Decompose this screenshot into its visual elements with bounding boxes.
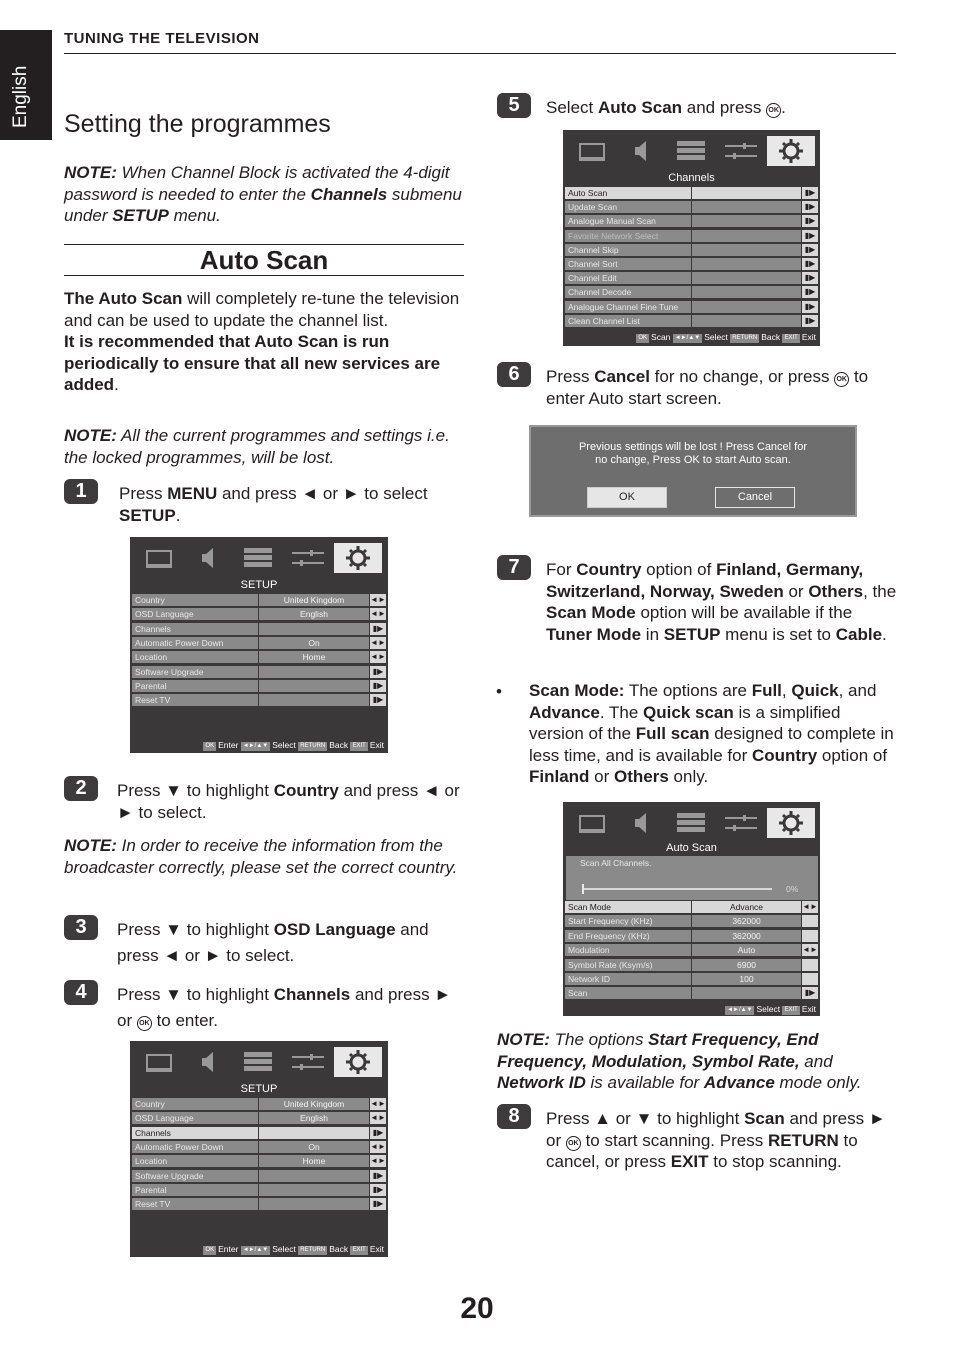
step-4-badge: 4	[64, 980, 98, 1005]
menu-row-label: Channel Edit	[565, 272, 691, 284]
menu-footer: ◄►/▲▼ Select EXIT Exit	[727, 1004, 816, 1014]
menu-row[interactable]	[132, 1098, 386, 1110]
menu-row-label: Clean Channel List	[565, 315, 691, 327]
left-right-arrows-icon: ◄►	[370, 637, 386, 647]
menu-row-label: Country	[132, 1098, 258, 1110]
step-5-text: Select Auto Scan and press OK .	[546, 98, 786, 117]
menu-footer: OK Scan ◄►/▲▼ Select RETURN Back EXIT Exit	[638, 332, 816, 342]
confirm-dialog	[529, 425, 857, 517]
menu-icon-bar	[130, 537, 388, 577]
step-8-text: Press ▲ or ▼ to highlight Scan and press ► or OK to start scanning. Press RETURN to cancel, or press EXIT to stop scanning.	[546, 1109, 886, 1171]
menu-row[interactable]	[565, 987, 818, 999]
note-country: NOTE: In order to receive the information from the broadcaster correctly, please set the correct country.	[64, 836, 458, 877]
menu-row-value	[259, 623, 369, 635]
menu-row[interactable]	[565, 944, 818, 956]
menu-row[interactable]	[565, 272, 818, 284]
menu-row[interactable]	[565, 959, 818, 971]
preferences-icon	[234, 543, 282, 573]
picture-icon	[134, 1047, 182, 1077]
menu-row-value: Auto	[692, 944, 801, 956]
intro-text: The Auto Scan will completely re-tune the television and can be used to update the channel list. It is recommended that Auto Scan is run periodically to ensure that all new services are added.	[64, 289, 460, 394]
menu-row-label: Software Upgrade	[132, 666, 258, 678]
scan-mode-bullet: Scan Mode: The options are Full, Quick, and Advance. The Quick scan is a simplified version of the Full scan designed to complete in less time, and is available for Country option of Finland or Others only.	[529, 681, 894, 786]
menu-row[interactable]	[132, 623, 386, 635]
menu-row-label: Favorite Network Select	[565, 230, 691, 242]
menu-icon-bar	[563, 130, 820, 170]
menu-row-label: Country	[132, 594, 258, 606]
menu-row-value	[692, 258, 801, 270]
menu-row-label: OSD Language	[132, 608, 258, 620]
menu-row[interactable]	[132, 1198, 386, 1210]
sound-icon	[617, 808, 665, 838]
menu-row-label: Channels	[132, 623, 258, 635]
menu-row-value: On	[259, 637, 369, 649]
menu-row-label: Modulation	[565, 944, 691, 956]
menu-row-label: Software Upgrade	[132, 1170, 258, 1182]
menu-row-value	[259, 1127, 369, 1139]
step-1-badge: 1	[64, 479, 98, 504]
menu-row-label: Reset TV	[132, 694, 258, 706]
note-advance-options: NOTE: The options Start Frequency, End Frequency, Modulation, Symbol Rate, and Network ID is available for Advance mode only.	[497, 1030, 862, 1092]
setup-menu-screen	[130, 537, 388, 753]
enter-arrow-icon: ▮▶	[802, 230, 818, 242]
enter-arrow-icon: ▮▶	[370, 1184, 386, 1196]
scan-progress-track	[582, 888, 772, 890]
note-channel-block: NOTE: When Channel Block is activated the 4-digit password is needed to enter the Channels submenu under SETUP menu.	[64, 163, 462, 225]
setup-gear-icon	[334, 543, 382, 573]
menu-row-value: Home	[259, 1155, 369, 1167]
adjust-icon	[717, 136, 765, 166]
step-6-text: Press Cancel for no change, or press OK to enter Auto start screen.	[546, 367, 869, 408]
menu-row-label: End Frequency (KHz)	[565, 930, 691, 942]
menu-row-value: 362000	[692, 930, 801, 942]
menu-row[interactable]	[132, 608, 386, 620]
menu-row-value	[692, 230, 801, 242]
menu-row-value	[259, 1170, 369, 1182]
enter-arrow-icon: ▮▶	[370, 623, 386, 635]
left-right-arrows-icon: ◄►	[802, 945, 818, 955]
adjust-icon	[717, 808, 765, 838]
dialog-cancel-button[interactable]: Cancel	[715, 487, 795, 508]
scan-progress-panel	[566, 856, 818, 900]
step-3-badge: 3	[64, 915, 98, 940]
enter-arrow-icon: ▮▶	[802, 258, 818, 270]
adjust-icon	[284, 1047, 332, 1077]
blank-arrow-cell	[802, 959, 818, 971]
menu-row-value	[259, 666, 369, 678]
enter-arrow-icon: ▮▶	[370, 666, 386, 678]
sound-icon	[184, 543, 232, 573]
menu-row-value: On	[259, 1141, 369, 1153]
menu-row-value: 100	[692, 973, 801, 985]
enter-arrow-icon: ▮▶	[802, 187, 818, 199]
step-4-text: Press ▼ to highlight Channels and press ► or OK to enter.	[117, 985, 452, 1030]
menu-title: SETUP	[240, 579, 278, 591]
menu-row-label: Symbol Rate (Ksym/s)	[565, 959, 691, 971]
left-right-arrows-icon: ◄►	[370, 652, 386, 662]
menu-row[interactable]	[565, 187, 818, 199]
menu-row-label: Reset TV	[132, 1198, 258, 1210]
enter-arrow-icon: ▮▶	[370, 680, 386, 692]
scan-progress-fill	[582, 884, 584, 894]
left-right-arrows-icon: ◄►	[802, 902, 818, 911]
preferences-icon	[667, 136, 715, 166]
step-7-badge: 7	[497, 555, 531, 580]
menu-footer: OK Enter ◄►/▲▼ Select RETURN Back EXIT Exit	[205, 740, 384, 750]
enter-arrow-icon: ▮▶	[370, 1170, 386, 1182]
enter-arrow-icon: ▮▶	[802, 987, 818, 999]
menu-row-label: OSD Language	[132, 1112, 258, 1124]
menu-row-label: Analogue Channel Fine Tune	[565, 301, 691, 313]
left-right-arrows-icon: ◄►	[370, 1141, 386, 1151]
menu-row-label: Channel Decode	[565, 286, 691, 298]
enter-arrow-icon: ▮▶	[802, 201, 818, 213]
menu-title: Channels	[668, 172, 715, 184]
preferences-icon	[667, 808, 715, 838]
blank-arrow-cell	[802, 973, 818, 985]
dialog-ok-button[interactable]: OK	[587, 487, 667, 508]
page-title: Setting the programmes	[64, 110, 331, 138]
menu-row[interactable]	[565, 315, 818, 327]
section-heading: Auto Scan	[64, 244, 464, 276]
menu-row[interactable]	[132, 1184, 386, 1196]
menu-row-value	[259, 694, 369, 706]
menu-row[interactable]	[132, 651, 386, 663]
menu-row[interactable]	[132, 666, 386, 678]
menu-row[interactable]	[565, 230, 818, 242]
left-right-arrows-icon: ◄►	[370, 1099, 386, 1108]
menu-row[interactable]	[132, 1127, 386, 1139]
menu-row-value	[259, 1184, 369, 1196]
menu-row-label: Channels	[132, 1127, 258, 1139]
menu-row-value	[692, 244, 801, 256]
language-tab: English	[0, 30, 52, 140]
menu-row[interactable]	[565, 286, 818, 298]
step-5-badge: 5	[497, 93, 531, 118]
menu-icon-bar	[563, 802, 820, 842]
ok-button-icon: OK	[766, 103, 781, 118]
menu-row[interactable]	[132, 1170, 386, 1182]
menu-row[interactable]	[565, 930, 818, 942]
menu-row-value	[692, 201, 801, 213]
menu-icon-bar	[130, 1041, 388, 1081]
menu-row-label: Network ID	[565, 973, 691, 985]
menu-row[interactable]	[565, 973, 818, 985]
menu-row-label: Scan	[565, 987, 691, 999]
scan-progress-percent: 0%	[786, 884, 799, 894]
step-3-text: Press ▼ to highlight OSD Language and press ◄ or ► to select.	[117, 920, 429, 965]
menu-row-value: English	[259, 1112, 369, 1124]
left-right-arrows-icon: ◄►	[370, 1113, 386, 1123]
menu-row[interactable]	[565, 258, 818, 270]
menu-row-label: Automatic Power Down	[132, 637, 258, 649]
menu-row-value: United Kingdom	[259, 594, 369, 606]
menu-row[interactable]	[565, 215, 818, 227]
step-8-badge: 8	[497, 1104, 531, 1129]
menu-row[interactable]	[132, 1112, 386, 1124]
section-header: TUNING THE TELEVISION	[64, 30, 896, 54]
menu-row-label: Scan Mode	[565, 901, 691, 913]
enter-arrow-icon: ▮▶	[802, 301, 818, 313]
menu-row-value	[259, 1198, 369, 1210]
menu-row-label: Update Scan	[565, 201, 691, 213]
left-right-arrows-icon: ◄►	[370, 595, 386, 604]
menu-title: Auto Scan	[666, 842, 717, 854]
menu-row-value	[692, 301, 801, 313]
menu-row[interactable]	[132, 1141, 386, 1153]
preferences-icon	[234, 1047, 282, 1077]
enter-arrow-icon: ▮▶	[802, 315, 818, 327]
menu-row-value: United Kingdom	[259, 1098, 369, 1110]
enter-arrow-icon: ▮▶	[802, 286, 818, 298]
menu-row-value	[692, 272, 801, 284]
channels-menu-screen	[563, 130, 820, 346]
step-1-text: Press MENU and press ◄ or ► to select SETUP.	[119, 484, 428, 525]
menu-row-label: Automatic Power Down	[132, 1141, 258, 1153]
menu-row[interactable]	[132, 694, 386, 706]
menu-row[interactable]	[132, 680, 386, 692]
ok-button-icon: OK	[834, 372, 849, 387]
menu-row-label: Channel Sort	[565, 258, 691, 270]
enter-arrow-icon: ▮▶	[370, 1198, 386, 1210]
picture-icon	[567, 136, 615, 166]
enter-arrow-icon: ▮▶	[370, 694, 386, 706]
enter-arrow-icon: ▮▶	[370, 1127, 386, 1139]
menu-row-label: Start Frequency (KHz)	[565, 915, 691, 927]
menu-title: SETUP	[240, 1083, 278, 1095]
menu-row-value	[692, 187, 801, 199]
bullet-mark: •	[496, 682, 502, 701]
sound-icon	[184, 1047, 232, 1077]
step-6-badge: 6	[497, 362, 531, 387]
menu-row[interactable]	[565, 201, 818, 213]
menu-row-value: English	[259, 608, 369, 620]
menu-row[interactable]	[565, 244, 818, 256]
scan-all-label: Scan All Channels.	[580, 858, 652, 868]
enter-arrow-icon: ▮▶	[802, 272, 818, 284]
menu-row[interactable]	[565, 301, 818, 313]
picture-icon	[567, 808, 615, 838]
menu-row-value: 362000	[692, 915, 801, 927]
left-right-arrows-icon: ◄►	[370, 1156, 386, 1166]
menu-row-value: 6900	[692, 959, 801, 971]
menu-row-label: Channel Skip	[565, 244, 691, 256]
page-number: 20	[460, 1292, 494, 1325]
setup-menu-screen-channels	[130, 1041, 388, 1257]
blank-arrow-cell	[802, 930, 818, 942]
menu-row-value	[692, 215, 801, 227]
step-7-text: For Country option of Finland, Germany, Switzerland, Norway, Sweden or Others, the Scan Mode option will be available if the Tuner Mode in SETUP menu is set to Cable.	[546, 560, 897, 644]
ok-button-icon: OK	[137, 1016, 152, 1031]
setup-gear-icon	[767, 136, 815, 166]
menu-row-label: Parental	[132, 1184, 258, 1196]
note-programmes-lost: NOTE: All the current programmes and settings i.e. the locked programmes, will be lost.	[64, 426, 450, 467]
menu-row[interactable]	[565, 901, 818, 913]
menu-row-label: Analogue Manual Scan	[565, 215, 691, 227]
autoscan-menu-screen	[563, 802, 820, 1016]
menu-row-label: Parental	[132, 680, 258, 692]
setup-gear-icon	[767, 808, 815, 838]
adjust-icon	[284, 543, 332, 573]
step-2-badge: 2	[64, 776, 98, 801]
menu-row-label: Location	[132, 651, 258, 663]
ok-button-icon: OK	[566, 1136, 581, 1151]
menu-row-label: Auto Scan	[565, 187, 691, 199]
menu-row-label: Location	[132, 1155, 258, 1167]
menu-row[interactable]	[132, 1155, 386, 1167]
enter-arrow-icon: ▮▶	[802, 215, 818, 227]
menu-row-value	[692, 987, 801, 999]
menu-row-value: Advance	[692, 901, 801, 913]
menu-row-value	[692, 315, 801, 327]
step-2-text: Press ▼ to highlight Country and press ◄ or ► to select.	[117, 781, 460, 822]
menu-footer: OK Enter ◄►/▲▼ Select RETURN Back EXIT Exit	[205, 1244, 384, 1254]
menu-row-value	[692, 286, 801, 298]
left-right-arrows-icon: ◄►	[370, 609, 386, 619]
menu-row[interactable]	[565, 915, 818, 927]
menu-row[interactable]	[132, 637, 386, 649]
enter-arrow-icon: ▮▶	[802, 244, 818, 256]
blank-arrow-cell	[802, 915, 818, 927]
menu-row-value: Home	[259, 651, 369, 663]
dialog-message: Previous settings will be lost ! Press Cancel for no change, Press OK to start Auto scan.	[578, 441, 808, 466]
menu-row[interactable]	[132, 594, 386, 606]
menu-row-value	[259, 680, 369, 692]
setup-gear-icon	[334, 1047, 382, 1077]
sound-icon	[617, 136, 665, 166]
picture-icon	[134, 543, 182, 573]
